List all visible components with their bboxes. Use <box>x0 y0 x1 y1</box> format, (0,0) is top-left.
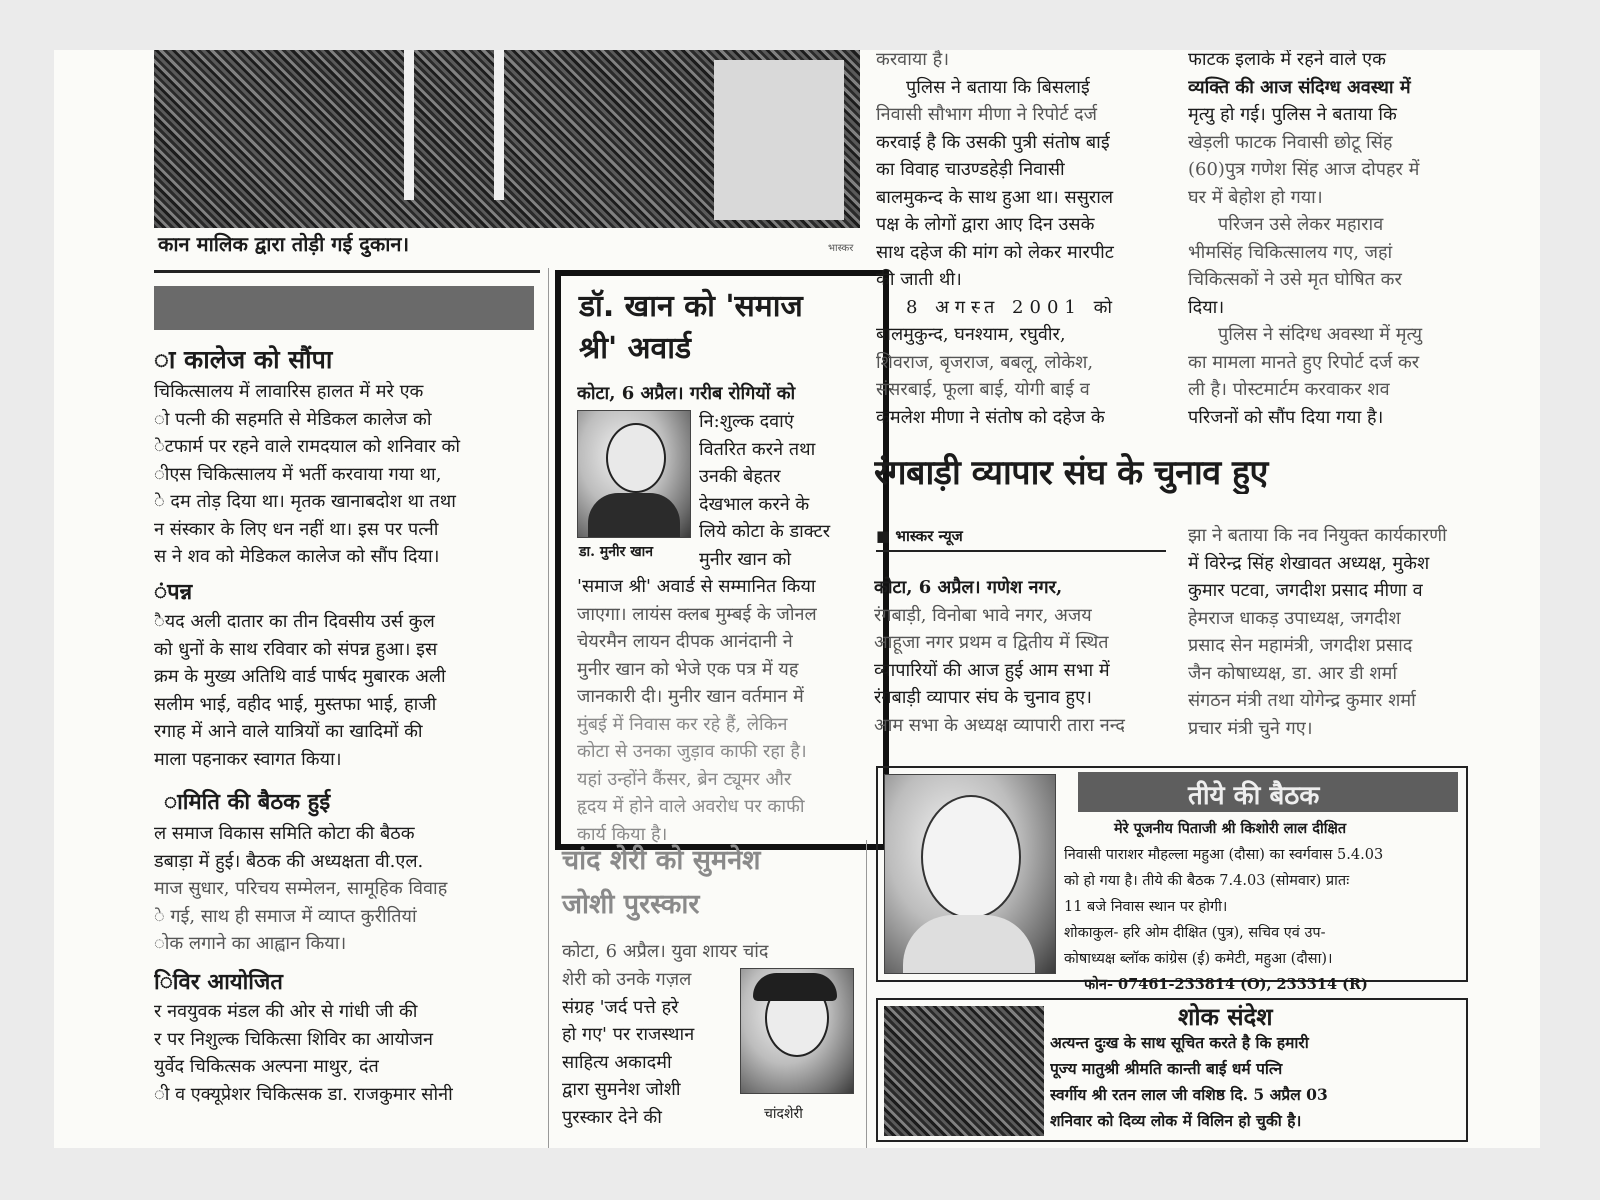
text-line: दिया। <box>1188 296 1225 318</box>
text-line: कमलेश मीणा ने संतोष को दहेज के <box>876 406 1105 428</box>
text-line: 'समाज श्री' अवार्ड से सम्मानित किया <box>577 576 816 597</box>
text-line: ी व एक्यूप्रेशर चिकित्सक डा. राजकुमार सोनी <box>154 1083 453 1105</box>
text-line: कोटा, 6 अप्रैल। गणेश नगर, <box>874 577 1063 598</box>
photo-caption: कान मालिक द्वारा तोड़ी गई दुकान। <box>158 232 410 256</box>
featured-photo-caption: डा. मुनीर खान <box>579 544 654 560</box>
featured-photo <box>577 410 691 538</box>
text-line: का मामला मानते हुए रिपोर्ट दर्ज कर <box>1188 351 1420 373</box>
text-line: पूज्य मातुश्री श्रीमति कान्ती बाई धर्म पत्नि <box>1050 1059 1283 1078</box>
chand-sheri-article <box>560 840 866 1148</box>
text-line: मृत्यु हो गई। पुलिस ने बताया कि <box>1188 104 1397 125</box>
photo-credit: भास्कर <box>828 243 854 254</box>
chand-dateline: कोटा, 6 अप्रैल। युवा शायर चांद <box>562 941 769 962</box>
text-line: आम सभा के अध्यक्ष व्यापारी तारा नन्द <box>874 714 1125 736</box>
text-line: खेड़ली फाटक निवासी छोटू सिंह <box>1188 131 1393 153</box>
text-line: शनिवार को दिव्य लोक में विलिन हो चुकी है। <box>1050 1111 1302 1130</box>
text-line: देखभाल करने के <box>699 493 810 515</box>
text-line: ोक लगाने का आह्वान किया। <box>154 933 347 954</box>
text-line: करवाया है। <box>876 50 950 70</box>
rangbari-byline <box>876 526 963 546</box>
rangbari-headline: रंगबाड़ी व्यापार संघ के चुनाव हुए <box>874 453 1268 493</box>
text-line: ीएस चिकित्सालय में भर्ती करवाया गया था, <box>154 463 442 485</box>
heading-college: ा कालेज को सौंपा <box>154 345 333 374</box>
text-line: मेरे पूजनीय पिताजी श्री किशोरी लाल दीक्षित <box>1114 820 1347 837</box>
text-line: घर में बेहोश हो गया। <box>1188 186 1323 208</box>
text-line: की जाती थी। <box>876 269 962 290</box>
text-line: शिवराज, बृजराज, बबलू, लोकेश, <box>876 351 1094 373</box>
text-line: युर्वेद चिकित्सक अल्पना माथुर, दंत <box>154 1056 379 1077</box>
text-line: यहां उन्होंने कैंसर, ब्रेन ट्यूमर और <box>577 768 792 790</box>
text-line: प्रसाद सेन महामंत्री, जगदीश प्रसाद <box>1188 635 1413 656</box>
text-line: रंगबाड़ी व्यापार संघ के चुनाव हुए। <box>874 687 1092 708</box>
heading-samiti: ामिति की बैठक हुई <box>164 790 331 815</box>
text-line: क्रम के मुख्य अतिथि वार्ड पार्षद मुबारक अली <box>154 666 446 687</box>
heading-sampann: ंपन्न <box>154 580 193 605</box>
text-line: जानकारी दी। मुनीर खान वर्तमान में <box>577 686 804 707</box>
featured-headline-2: श्री' अवार्ड <box>579 331 692 366</box>
tiye-title: तीये की बैठक <box>1188 781 1320 811</box>
featured-dateline: कोटा, 6 अप्रैल। गरीब रोगियों को <box>577 383 796 404</box>
text-line: माला पहनाकर स्वागत किया। <box>154 748 342 770</box>
text-line: साहित्य अकादमी <box>562 1051 672 1073</box>
text-line: मुनीर खान को भेजे एक पत्र में यह <box>577 658 799 680</box>
text-line: पुलिस ने बताया कि बिसलाई <box>906 76 1090 98</box>
text-line: जैन कोषाध्यक्ष, डा. आर डी शर्मा <box>1188 662 1398 684</box>
text-line: झा ने बताया कि नव नियुक्त कार्यकारणी <box>1188 525 1447 546</box>
text-line: जाएगा। लायंस क्लब मुम्बई के जोनल <box>577 603 817 625</box>
section-banner <box>154 286 534 330</box>
text-line: मुनीर खान को <box>699 548 792 570</box>
text-line: निवासी सौभाग मीणा ने रिपोर्ट दर्ज <box>876 104 1098 125</box>
text-line: में विरेन्द्र सिंह शेखावत अध्यक्ष, मुकेश <box>1188 552 1430 574</box>
text-line: (60)पुत्र गणेश सिंह आज दोपहर में <box>1188 159 1420 180</box>
top-photo <box>154 50 860 228</box>
text-line: व्यापारियों की आज हुई आम सभा में <box>874 659 1110 681</box>
suspicious-death-article <box>1188 50 1488 431</box>
left-column <box>154 286 544 1148</box>
text-line: भीमसिंह चिकित्सालय गए, जहां <box>1188 241 1393 263</box>
text-line: द्वारा सुमनेश जोशी <box>562 1079 681 1100</box>
text-line: र नवयुवक मंडल की ओर से गांधी जी की <box>154 1001 418 1022</box>
shok-photo <box>884 1006 1044 1136</box>
text-line: े गई, साथ ही समाज में व्याप्त कुरीतियां <box>154 905 417 927</box>
chand-headline-1: चांद शेरी को सुमनेश <box>562 845 761 876</box>
text-line: बालमुकुन्द, घनश्याम, रघुवीर, <box>876 324 1066 345</box>
text-line: ो पत्नी की सहमति से मेडिकल कालेज को <box>154 408 432 430</box>
text-line: र पर निशुल्क चिकित्सा शिविर का आयोजन <box>154 1028 433 1050</box>
text-line: ली है। पोस्टमार्टम करवाकर शव <box>1188 379 1390 400</box>
text-line: को हो गया है। तीये की बैठक 7.4.03 (सोमवार) प्रातः <box>1064 873 1350 889</box>
tiye-text <box>1064 816 1462 998</box>
text-line: वितरित करने तथा <box>699 438 816 460</box>
byline-bullet: ■ <box>876 527 896 545</box>
shok-ad <box>876 998 1468 1142</box>
text-line: पक्ष के लोगों द्वारा आए दिन उसके <box>876 214 1095 235</box>
text-line: न संस्कार के लिए धन नहीं था। इस पर पत्नी <box>154 518 439 540</box>
text-line: साथ दहेज की मांग को लेकर मारपीट <box>876 241 1114 263</box>
text-line: संसरबाई, फूला बाई, योगी बाई व <box>876 379 1090 400</box>
text-line: लिये कोटा के डाक्टर <box>699 521 831 542</box>
text-line: का विवाह चाउण्डहेड़ी निवासी <box>876 159 1065 180</box>
text-line: आहूजा नगर प्रथम व द्वितीय में स्थित <box>874 632 1109 653</box>
text-line: प्रचार मंत्री चुने गए। <box>1188 717 1313 739</box>
chand-headline-2: जोशी पुरस्कार <box>562 889 700 920</box>
text-line: व्यक्ति की आज संदिग्ध अवस्था में <box>1188 76 1411 98</box>
text-line: फाटक इलाके में रहने वाले एक <box>1188 50 1386 70</box>
text-line: परिजन उसे लेकर महाराव <box>1218 214 1384 235</box>
text-line: स ने शव को मेडिकल कालेज को सौंप दिया। <box>154 546 440 567</box>
text-line: हेमराज धाकड़ उपाध्यक्ष, जगदीश <box>1188 607 1401 629</box>
text-line: हृदय में होने वाले अवरोध पर काफी <box>577 796 805 817</box>
text-line: डबाड़ा में हुई। बैठक की अध्यक्षता वी.एल. <box>154 850 424 872</box>
tiye-title-banner <box>1078 772 1458 812</box>
text-line: उनकी बेहतर <box>699 466 781 487</box>
text-line: शेरी को उनके गज़ल <box>562 969 692 990</box>
tiye-photo <box>884 774 1056 974</box>
text-line: 8 अगस्त 2001 को <box>906 296 1119 318</box>
text-line: संग्रह 'जर्द पत्ते हरे <box>562 996 679 1018</box>
text-line: शोकाकुल- हरि ओम दीक्षित (पुत्र), सचिव एवं उप- <box>1064 925 1326 941</box>
text-line: हो गए' पर राजस्थान <box>562 1024 695 1045</box>
tiye-ad <box>876 766 1468 993</box>
text-line: रंगबाड़ी, विनोबा भावे नगर, अजय <box>874 604 1092 626</box>
featured-article-box <box>555 270 889 850</box>
rangbari-right <box>1188 522 1488 742</box>
text-line: 11 बजे निवास स्थान पर होगी। <box>1064 899 1228 915</box>
text-line: स्वर्गीय श्री रतन लाल जी वशिष्ठ दि. 5 अप्रैल 03 <box>1050 1085 1328 1104</box>
text-line: कार्य किया है। <box>577 823 668 845</box>
text-line: पुरस्कार देने की <box>562 1106 662 1128</box>
rangbari-left <box>874 574 1166 739</box>
text-line: ेटफार्म पर रहने वाले रामदयाल को शनिवार को <box>154 436 461 457</box>
text-line: े दम तोड़ दिया था। मृतक खानाबदोश था तथा <box>154 491 456 512</box>
text-line: करवाई है कि उसकी पुत्री संतोष बाई <box>876 131 1110 153</box>
text-line: चेयरमैन लायन दीपक आनंदानी ने <box>577 631 793 652</box>
text-line: कोटा से उनका जुड़ाव काफी रहा है। <box>577 741 807 762</box>
chand-photo-caption: चांदशेरी <box>764 1106 803 1122</box>
text-line: ल समाज विकास समिति कोटा की बैठक <box>154 823 415 844</box>
shok-title: शोक संदेश <box>1178 1003 1273 1031</box>
text-line: मुंबई में निवास कर रहे हैं, लेकिन <box>577 713 788 735</box>
text-line: नि:शुल्क दवाएं <box>699 411 794 432</box>
text-line: ैयद अली दातार का तीन दिवसीय उर्स कुल <box>154 611 435 632</box>
featured-headline-1: डॉ. खान को 'समाज <box>579 289 803 324</box>
text-line: निवासी पाराशर मौहल्ला महुआ (दौसा) का स्वर्गवास 5.4.03 <box>1064 847 1384 863</box>
text-line: संगठन मंत्री तथा योगेन्द्र कुमार शर्मा <box>1188 690 1416 711</box>
text-line: परिजनों को सौंप दिया गया है। <box>1188 406 1384 428</box>
text-line: कुमार पटवा, जगदीश प्रसाद मीणा व <box>1188 580 1423 601</box>
text-line: बालमुकन्द के साथ हुआ था। ससुराल <box>876 186 1114 208</box>
byline-text: भास्कर न्यूज <box>895 527 963 545</box>
text-line: फोन- 07461-233814 (O), 233314 (R) <box>1084 976 1368 993</box>
text-line: रगाह में आने वाले यात्रियों का खादिमों की <box>154 721 423 742</box>
shok-text <box>1050 1030 1462 1134</box>
heading-shivir: िविर आयोजित <box>154 970 283 995</box>
text-line: माज सुधार, परिचय सम्मेलन, सामूहिक विवाह <box>154 878 448 899</box>
dowry-article <box>876 50 1186 431</box>
text-line: कोषाध्यक्ष ब्लॉक कांग्रेस (ई) कमेटी, महुआ (दौसा)। <box>1064 951 1333 967</box>
newspaper-page <box>54 50 1540 1148</box>
text-line: चिकित्सकों ने उसे मृत घोषित कर <box>1188 269 1402 290</box>
text-line: सलीम भाई, वहीद भाई, मुस्तफा भाई, हाजी <box>154 693 437 715</box>
chand-photo <box>740 968 854 1094</box>
text-line: पुलिस ने संदिग्ध अवस्था में मृत्यु <box>1218 324 1423 345</box>
text-line: अत्यन्त दुःख के साथ सूचित करते है कि हमारी <box>1050 1033 1309 1052</box>
text-line: को धुनों के साथ रविवार को संपन्न हुआ। इस <box>154 638 438 660</box>
text-line: चिकित्सालय में लावारिस हालत में मरे एक <box>154 381 424 402</box>
